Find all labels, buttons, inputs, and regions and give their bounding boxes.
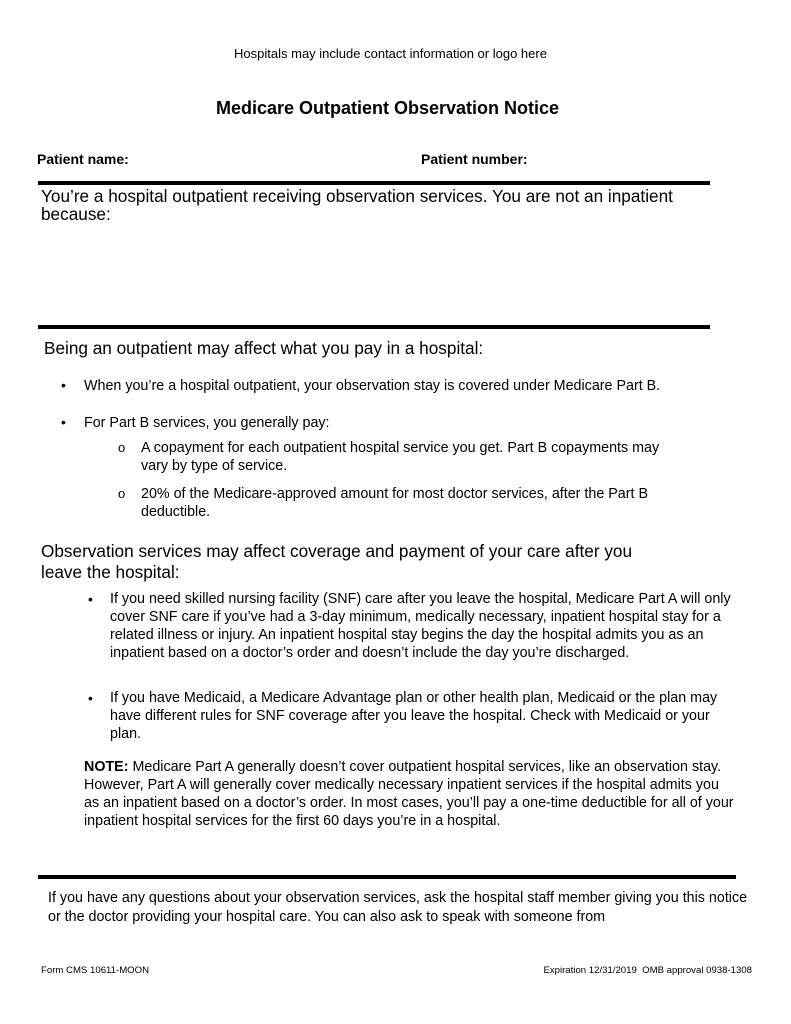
footer-form-number: Form CMS 10611-MOON <box>41 965 150 976</box>
section2-bullet2: If you have Medicaid, a Medicare Advantage plan or other health plan, Medicaid or the plan may have different rules for SNF coverage after you leave the hospital. Check with Medicaid or your plan. <box>110 690 718 743</box>
patient-name-label: Patient name: <box>37 151 129 167</box>
footer-expiration: Expiration 12/31/2019 OMB approval 0938-1308 <box>543 965 752 976</box>
note-label: NOTE: <box>84 759 129 775</box>
sub-bullet1-line1: A copayment for each outpatient hospital service you get. Part B copayments may <box>141 440 660 456</box>
section1-heading: Being an outpatient may affect what you pay in a hospital: <box>44 338 484 358</box>
bullet-marker: • <box>88 591 93 607</box>
section2-heading-line2: leave the hospital: <box>41 562 180 582</box>
page-title: Medicare Outpatient Observation Notice <box>215 98 560 118</box>
sub-bullet-marker: o <box>118 440 126 455</box>
section2-heading-line1: Observation services may affect coverage and payment of your care after you <box>41 541 633 561</box>
sub-bullet-marker: o <box>118 486 126 501</box>
divider-top <box>38 181 710 185</box>
bullet-marker: • <box>61 414 66 430</box>
divider-bottom <box>38 875 736 879</box>
intro-text: You’re a hospital outpatient receiving observation services. You are not an inpatient because: <box>41 186 673 224</box>
questions-text: If you have any questions about your observation services, ask the hospital staff member giving you this notice or the doctor providing your hospital care. You can also ask to speak with someone from <box>48 890 748 925</box>
note-text: Medicare Part A generally doesn’t cover outpatient hospital services, like an observation stay. However, Part A will generally cover medically necessary inpatient services if the hospital admits you as an inpatient based on a doctor’s order. In most cases, you’ll pay a one-time deductible for all of your inpatient hospital services for the first 60 days you’re in a hospital. <box>84 759 734 830</box>
sub-bullet2-line1: 20% of the Medicare-approved amount for most doctor services, after the Part B <box>141 486 648 502</box>
sub-bullet2-line2: deductible. <box>141 504 211 520</box>
bullet-marker: • <box>61 377 66 393</box>
divider-middle <box>38 325 710 329</box>
sub-bullet1-line2: vary by type of service. <box>141 458 288 474</box>
section1-bullet2: For Part B services, you generally pay: <box>84 415 330 431</box>
section2-bullet1: If you need skilled nursing facility (SNF) care after you leave the hospital, Medicare Part A will only cover SNF care if you’ve had a 3-day minimum, medically necessary, inpatient hospital stay for a related illness or injury. An inpatient hospital stay begins the day the hospital admits you as an inpatient based on a doctor’s order and doesn’t include the day you’re discharged. <box>110 591 731 662</box>
patient-number-label: Patient number: <box>421 151 528 167</box>
section1-bullet1: When you’re a hospital outpatient, your observation stay is covered under Medicare Part B. <box>84 378 661 394</box>
note-paragraph <box>84 758 734 830</box>
bullet-marker: • <box>88 690 93 706</box>
header-note: Hospitals may include contact information or logo here <box>234 46 547 61</box>
